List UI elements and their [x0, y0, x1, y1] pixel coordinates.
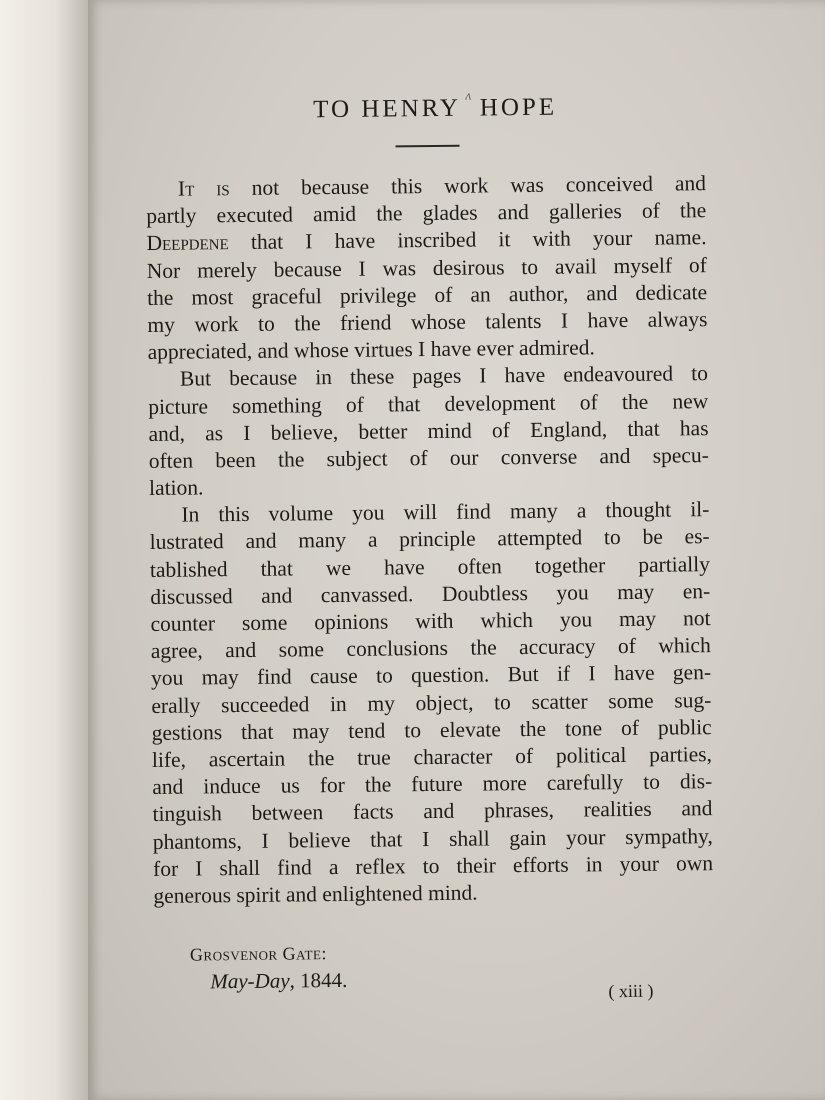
- signature-date: [210, 968, 347, 994]
- text-line: lation.: [148, 475, 204, 501]
- book-page: [88, 0, 825, 1100]
- heading-part-2: HOPE: [479, 93, 558, 122]
- text-line: partly executed amid the glades and galleries of the: [146, 198, 707, 229]
- text-line: gestions that may tend to elevate the tone of public: [151, 714, 712, 745]
- dedication-heading: [265, 88, 605, 125]
- text-line: tinguish between facts and phrases, realities and: [152, 796, 713, 827]
- text-line: tablished that we have often together partially: [149, 551, 711, 582]
- text-line: you may find cause to question. But if I have gen-: [150, 660, 712, 691]
- text-line: lustrated and many a principle attempted to be es-: [149, 524, 710, 555]
- text-line: and, as I believe, better mind of England, that has: [148, 415, 709, 446]
- text-line: agree, and some conclusions the accuracy of which: [150, 633, 711, 664]
- page-number: ( xiii ): [608, 980, 654, 1002]
- text-line: appreciated, and whose virtues I have ever admired.: [147, 335, 595, 365]
- handwritten-insertion-mark: ʌ: [465, 88, 475, 104]
- text-line: It is not because this work was conceived and: [177, 171, 707, 201]
- signature-place-text: Grosvenor Gate:: [189, 943, 328, 965]
- text-line: the most graceful privilege of an author, and dedicate: [146, 279, 708, 310]
- signature-place: [190, 943, 327, 965]
- adjacent-page-edge: [0, 0, 92, 1100]
- text-line: discussed and canvassed. Doubtless you may en-: [150, 578, 711, 609]
- dedication-body: [146, 170, 714, 910]
- text-line: for I shall find a reflex to their efforts in your own: [152, 850, 714, 881]
- text-line: picture something of that development of the new: [148, 388, 709, 419]
- text-line: phantoms, I believe that I shall gain your sympathy,: [152, 823, 713, 854]
- heading-part-1: TO HENRY: [313, 94, 461, 124]
- page-content: [144, 0, 755, 1100]
- signature-date-day: May-Day: [210, 968, 290, 994]
- text-line: my work to the friend whose talents I have always: [147, 307, 708, 337]
- text-line: erally succeeded in my object, to scatter some sug-: [151, 687, 712, 718]
- signature-date-year: , 1844.: [289, 967, 348, 993]
- heading-divider: [396, 145, 460, 148]
- text-line: generous spirit and enlightened mind.: [153, 880, 478, 908]
- text-line: But because in these pages I have endeavoured to: [179, 361, 709, 391]
- text-line: and induce us for the future more carefully to dis-: [152, 769, 713, 800]
- text-line: counter some opinions with which you may not: [150, 606, 711, 636]
- text-line: In this volume you will find many a thought il-: [181, 497, 710, 527]
- text-line: often been the subject of our converse and specu-: [148, 442, 709, 473]
- text-line: Deepdene that I have inscribed it with your name.: [146, 225, 707, 256]
- text-line: life, ascertain the true character of political parties,: [151, 742, 713, 772]
- text-line: Nor merely because I was desirous to avail myself of: [146, 252, 707, 283]
